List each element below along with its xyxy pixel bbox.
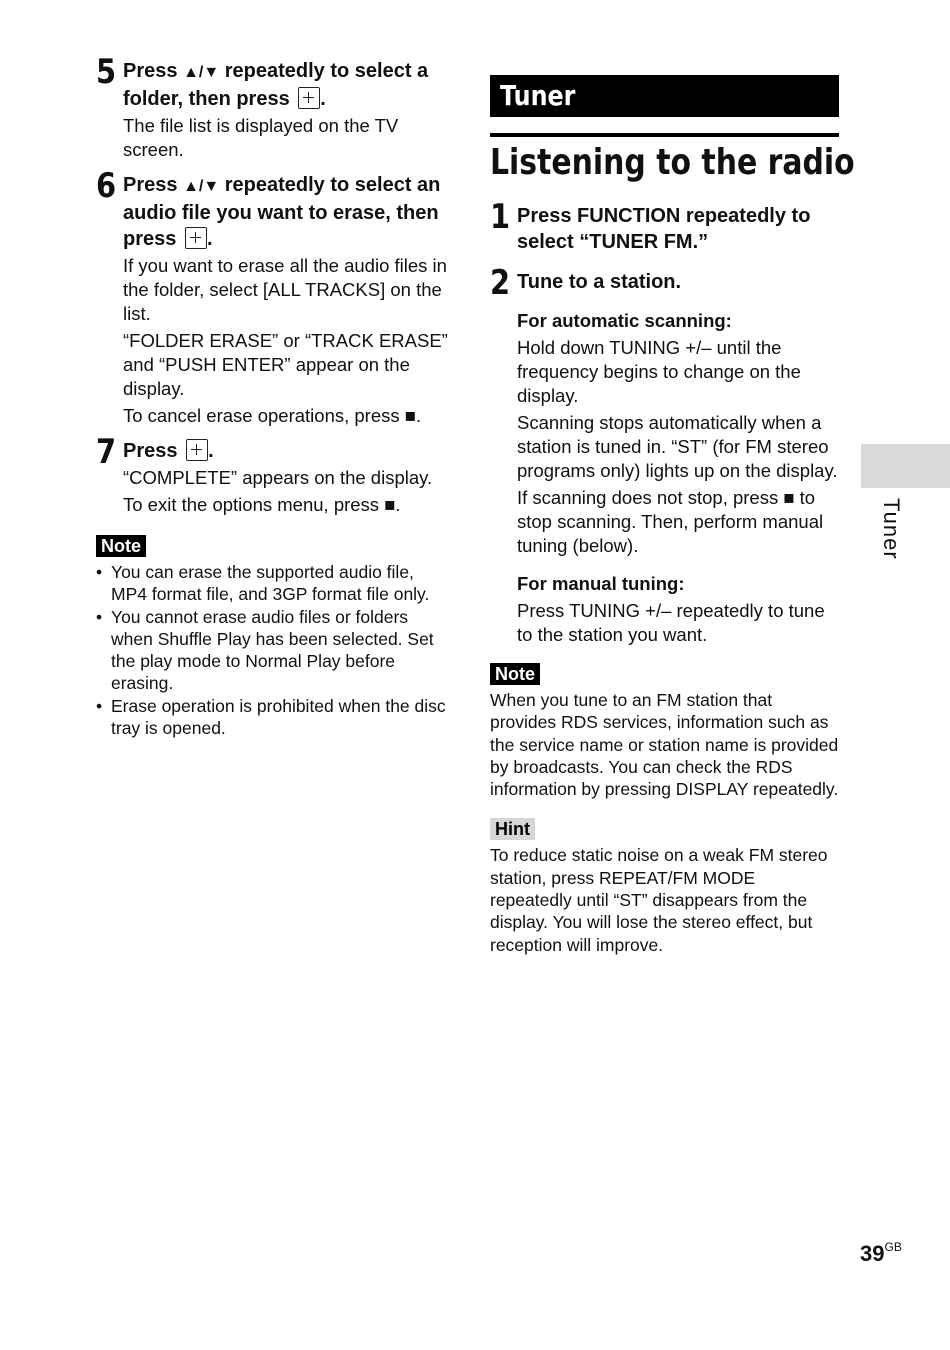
enter-button-icon — [298, 87, 320, 109]
page-number: $39^{GB}$ — [860, 1240, 902, 1266]
step-title: Press ▲/▼ repeatedly to select an audio file you want to erase, then press . — [123, 174, 441, 250]
step-title: Tune to a station. — [517, 271, 682, 293]
hint-text: To reduce static noise on a weak FM stereo station, press REPEAT/FM MODE repeatedly until “ST” disappears from the display. You will lose the stereo effect, but reception will improve. — [490, 845, 828, 955]
step-number: 2 — [490, 263, 509, 303]
step-title: Press FUNCTION repeatedly to select “TUNER FM.” — [517, 205, 811, 253]
sub-heading: For manual tuning: — [517, 573, 685, 594]
manual-tuning-block: For manual tuning: Press TUNING +/– repeatedly to tune to the station you want. — [517, 572, 839, 647]
step-title: Press ▲/▼ repeatedly to select a folder, then press . — [123, 60, 429, 110]
hint-block — [490, 818, 839, 955]
left-column — [96, 52, 448, 739]
step-number: 7 — [96, 432, 115, 472]
step-title: Press . — [123, 440, 214, 462]
note-block — [96, 535, 448, 739]
step-number: 6 — [96, 166, 115, 206]
step-6 — [96, 166, 448, 428]
sub-heading: For automatic scanning: — [517, 310, 732, 331]
note-text: When you tune to an FM station that provides RDS services, information such as the service name or station name is provided by broadcasts. You can check the RDS information by pressing DISPLAY repeatedly. — [490, 690, 839, 800]
step-number: 5 — [96, 52, 115, 92]
title-rule — [490, 133, 839, 137]
step-number: 1 — [490, 197, 509, 237]
enter-button-icon — [185, 227, 207, 249]
note-badge: Note — [96, 535, 146, 557]
hint-badge: Hint — [490, 818, 535, 840]
list-item: • Erase operation is prohibited when the disc tray is opened. — [96, 695, 448, 740]
step-body: “COMPLETE” appears on the display. To exit the options menu, press ■. — [123, 467, 433, 515]
enter-button-icon — [186, 439, 208, 461]
step-1 — [490, 197, 839, 255]
note-list — [96, 561, 448, 739]
right-column — [490, 75, 855, 956]
note-block — [490, 663, 839, 800]
up-down-arrow-icon: ▲/▼ — [183, 178, 220, 195]
side-tab — [861, 444, 950, 488]
step-7 — [96, 432, 448, 517]
page-title: Listening to the radio — [490, 142, 855, 183]
list-item: • You cannot erase audio files or folders when Shuffle Play has been selected. Set the play mode to Normal Play before erasing. — [96, 606, 448, 695]
note-badge: Note — [490, 663, 540, 685]
step-5 — [96, 52, 448, 162]
up-down-arrow-icon: ▲/▼ — [183, 64, 220, 81]
side-tab-label: Tuner — [879, 498, 904, 560]
step-body: The file list is displayed on the TV screen. — [123, 115, 399, 160]
auto-scan-block: For automatic scanning: Hold down TUNING +/– until the frequency begins to change on the display. Scanning stops automatically when a station is tuned in. “ST” (for FM stereo programs only) lights up on the display. If scanning does not stop, press ■ to stop scanning. Then, perform manual tuning (below). — [517, 310, 838, 556]
list-item: • You can erase the supported audio file, MP4 format file, and 3GP format file only. — [96, 561, 448, 606]
step-2 — [490, 263, 839, 647]
step-body: If you want to erase all the audio files in the folder, select [ALL TRACKS] on the list. “FOLDER ERASE” or “TRACK ERASE” and “PUSH ENTER” appear on the display. To cancel erase operations, press ■. — [123, 255, 448, 426]
section-header: Tuner — [490, 75, 839, 117]
